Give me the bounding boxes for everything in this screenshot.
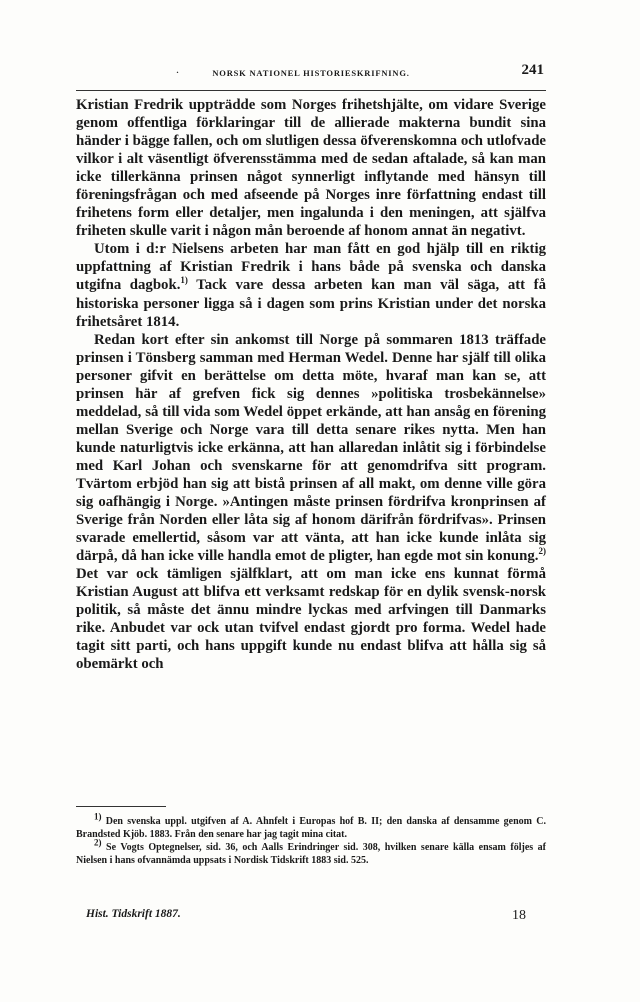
journal-source: Hist. Tidskrift 1887. [86,908,181,920]
footnote: $^{2)}$ Se Vogts Optegnelser, sid. 36, och Aalls Erindringer sid. 308, hvilken senare källa ensam följes af Nielsen i hans ofvannämda uppsats i Nordisk Tidskrift 1883 sid. 525. [76,837,546,866]
footnote: $^{1)}$ Den svenska uppl. utgifven af A. Ahnfelt i Europas hof B. II; den danska af densamme genom C. Brandsted Kjöb. 1883. Från den senare har jag tagit mina citat. [76,811,546,840]
paragraph: Kristian Fredrik uppträdde som Norges frihetshjälte, om vidare Sverige genom offentliga förklaringar till de allierade makterna bundit sina händer i bägge fallen, och om slutligen dessa öfverenskomna och utlofvade vilkor i alt väsentligt öfverensstämma med de sedan aftalade, så kan man icke tillerkänna prinsen något synnerligt inflytande med hänsyn till föreningsfrågan och med afseende på Norges inre författning endast till frihetens form eller detaljer, men ingalunda i den meningen, att själfva friheten skulle varit i någon mån beroende af honom annat än negativt. [76,97,546,240]
paragraph: Utom i d:r Nielsens arbeten har man fått en god hjälp till en riktig uppfattning af Kristian Fredrik i hans både på svenska och danska utgifna dagbok.$^{1)}$ Tack vare dessa arbeten kan man väl säga, att få historiska personer ligga så i dagen som prins Kristian under det norska frihetsåret 1814. [76,241,546,330]
header-rule [76,90,546,91]
page-header [76,62,546,84]
signature-mark: 18 [512,908,526,923]
header-dot: . [176,62,179,76]
running-title: NORSK NATIONEL HISTORIESKRIFNING. [212,68,410,78]
paragraph: Redan kort efter sin ankomst till Norge på sommaren 1813 träffade prinsen i Tönsberg samman med Herman Wedel. Denne har själf till olika personer gifvit en berättelse om detta möte, hvaraf man kan se, att prinsen här af grefven fick sig dennes »politiska trosbekännelse» meddelad, så till vida som Wedel öppet erkände, att han ansåg en förening mellan Sverige och Norge vara till detta senare rikes nytta. Men han kunde naturligtvis icke erkänna, att han allaredan inlåtit sig i förbindelse med Karl Johan och svenskarne för att genomdrifva sitt program. Tvärtom erbjöd han sig att bistå prinsen af all makt, om denne ville göra sig oafhängig i Norge. »Antingen måste prinsen fördrifva kronprinsen af Sverige från Norden eller låta sig af honom därifrån fördrifvas». Prinsen svarade emellertid, såsom var att vänta, att han icke kunde inlåta sig därpå, då han icke ville handla emot de pligter, han egde mot sin konung.$^{2)}$ Det var ock tämligen själfklart, att om man icke ens kunnat förmå Kristian August att blifva ett verksamt redskap för en dylik svensk-norsk politik, så måste det ännu mindre lyckas med arfvingen till Danmarks rike. Anbudet var ock utan tvifvel endast gjordt pro forma. Wedel hade tagit sitt parti, och hans uppgift kunde nu endast blifva att hålla sig så obemärkt och [76,331,546,673]
footnote-marker: 2) [94,837,102,848]
page-number: 241 [521,62,544,78]
footnote-ref: 1) [180,275,188,286]
footnote-marker: 1) [94,811,102,822]
footnote-ref: 2) [538,546,546,557]
page-footer [76,908,546,924]
body-text [76,96,546,674]
footnotes [76,811,546,868]
footnote-rule [76,806,166,807]
